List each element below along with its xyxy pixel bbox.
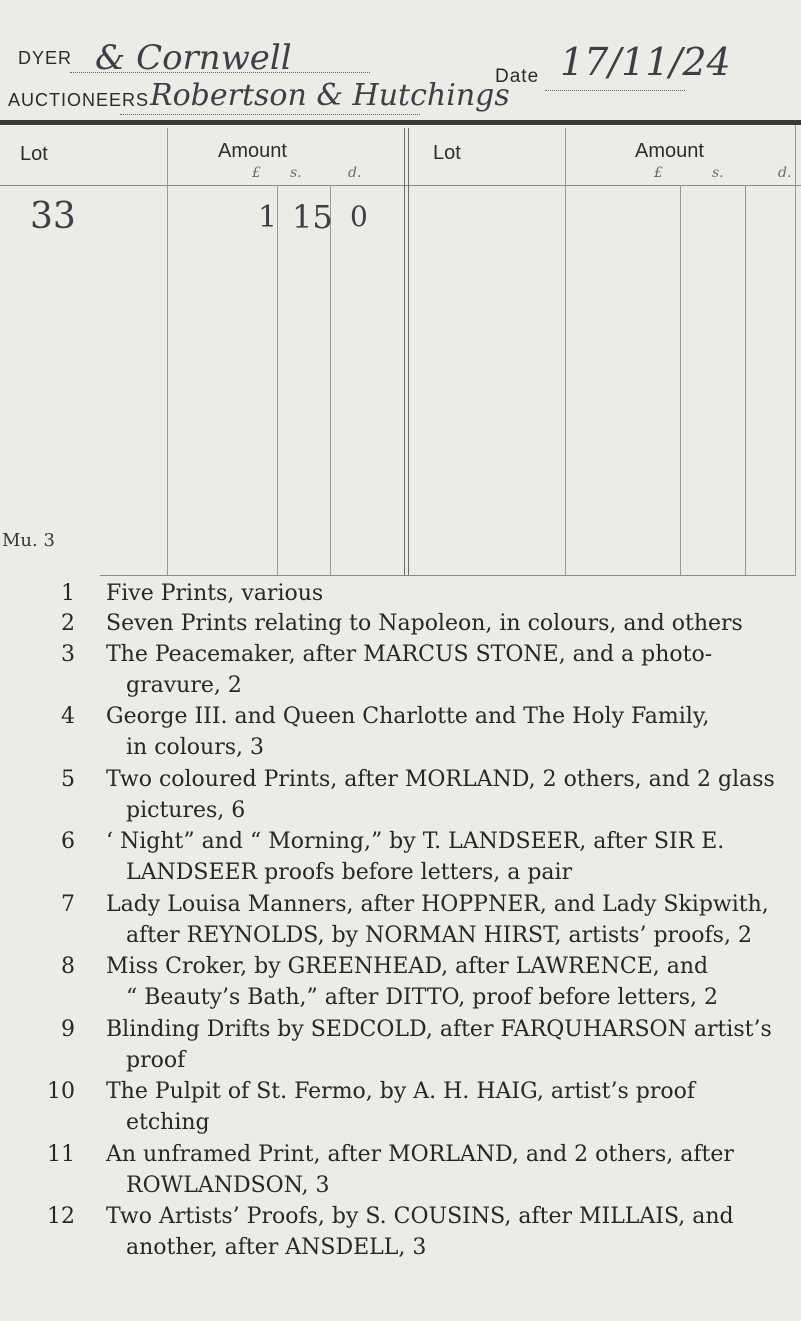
lot-number: 1 [61,581,75,606]
lot-description-line: etching [126,1110,210,1135]
lot-description-line: LANDSEER proofs before letters, a pair [126,860,573,885]
lot-number: 5 [61,767,75,792]
header-rule [0,120,801,125]
date-dotted-line [545,90,685,91]
right-amount-heading: Amount [635,140,704,162]
lot-number: 2 [61,611,75,636]
ledger-bottom-rule [100,575,795,576]
lot-description-line: “ Beauty’s Bath,” after DITTO, proof before letters, 2 [126,985,719,1010]
lot-description-line: after REYNOLDS, by NORMAN HIRST, artists’ proofs, 2 [126,923,752,948]
lot-description-line: Seven Prints relating to Napoleon, in colours, and others [106,611,743,636]
auctioneer-dotted-line-1 [70,72,370,73]
lot-number: 7 [61,892,75,917]
right-shillings-heading: s. [712,165,724,181]
ledger-pence-entry: 0 [350,200,368,233]
lot-description-line: Two Artists’ Proofs, by S. COUSINS, after MILLAIS, and [106,1204,734,1229]
ledger-pounds-entry: 1 [258,200,278,235]
lot-description-line: The Pulpit of St. Fermo, by A. H. HAIG, artist’s proof [106,1079,696,1104]
lot-description-line: Two coloured Prints, after MORLAND, 2 others, and 2 glass [106,767,775,792]
right-pounds-divider [680,185,681,576]
lot-description-line: An unframed Print, after MORLAND, and 2 others, after [106,1142,734,1167]
margin-note: Mu. 3 [2,530,55,551]
lot-item [0,764,801,826]
auctioneers-label: AUCTIONEERS [8,90,150,110]
lot-number: 3 [61,642,75,667]
lot-description-line: gravure, 2 [126,673,242,698]
lot-description-line: ROWLANDSON, 3 [126,1173,330,1198]
right-lot-heading: Lot [433,142,461,164]
right-shillings-divider [745,185,746,576]
lot-number: 12 [47,1204,75,1229]
lot-item [0,608,801,639]
lot-item [0,1014,801,1076]
right-lot-divider [565,128,566,576]
auctioneer-dotted-line-2 [120,114,420,115]
lot-description-line: Miss Croker, by GREENHEAD, after LAWRENCE, and [106,954,709,979]
lot-item [0,701,801,763]
left-lot-divider [167,128,168,576]
lot-description-line: another, after ANSDELL, 3 [126,1235,427,1260]
left-shillings-heading: s. [290,165,302,181]
lot-description-line: Lady Louisa Manners, after HOPPNER, and Lady Skipwith, [106,892,769,917]
center-divider-1 [404,128,405,576]
lot-description-line: in colours, 3 [126,735,265,760]
lot-number: 11 [47,1142,75,1167]
ledger-shillings-entry: 15 [292,198,333,236]
lot-description-line: ‘ Night” and “ Morning,” by T. LANDSEER, after SIR E. [106,829,725,854]
left-pounds-heading: £ [252,165,261,181]
lot-item [0,1201,801,1263]
lot-item [0,639,801,701]
lot-item [0,951,801,1013]
left-pounds-divider [277,185,278,576]
lot-item [0,578,801,609]
lot-item [0,1139,801,1201]
left-lot-heading: Lot [20,143,48,165]
dyer-label: DYER [18,48,73,68]
auctioneer-handwriting-1: & Cornwell [95,38,292,78]
left-pence-heading: d. [348,165,362,181]
lot-number: 8 [61,954,75,979]
lot-description-line: Blinding Drifts by SEDCOLD, after FARQUHARSON artist’s [106,1017,772,1042]
right-edge-divider [795,125,796,576]
lot-description-line: pictures, 6 [126,798,246,823]
left-amount-heading: Amount [218,140,287,162]
center-divider-2 [408,128,409,576]
left-shillings-divider [330,185,331,576]
lot-description-line: Five Prints, various [106,581,324,606]
right-pence-heading: d. [778,165,792,181]
date-value: 17/11/24 [560,40,731,84]
auctioneer-handwriting-2: Robertson & Hutchings [150,78,510,113]
lot-number: 4 [61,704,75,729]
ledger-lot-entry: 33 [30,196,76,237]
lot-item [0,889,801,951]
lot-number: 9 [61,1017,75,1042]
lot-item [0,826,801,888]
lot-description-line: proof [126,1048,186,1073]
date-label: Date [495,66,540,87]
lot-number: 6 [61,829,75,854]
lot-number: 10 [47,1079,75,1104]
lot-description-line: George III. and Queen Charlotte and The Holy Family, [106,704,710,729]
lot-description-line: The Peacemaker, after MARCUS STONE, and a photo- [106,642,713,667]
lot-item [0,1076,801,1138]
right-pounds-heading: £ [654,165,663,181]
